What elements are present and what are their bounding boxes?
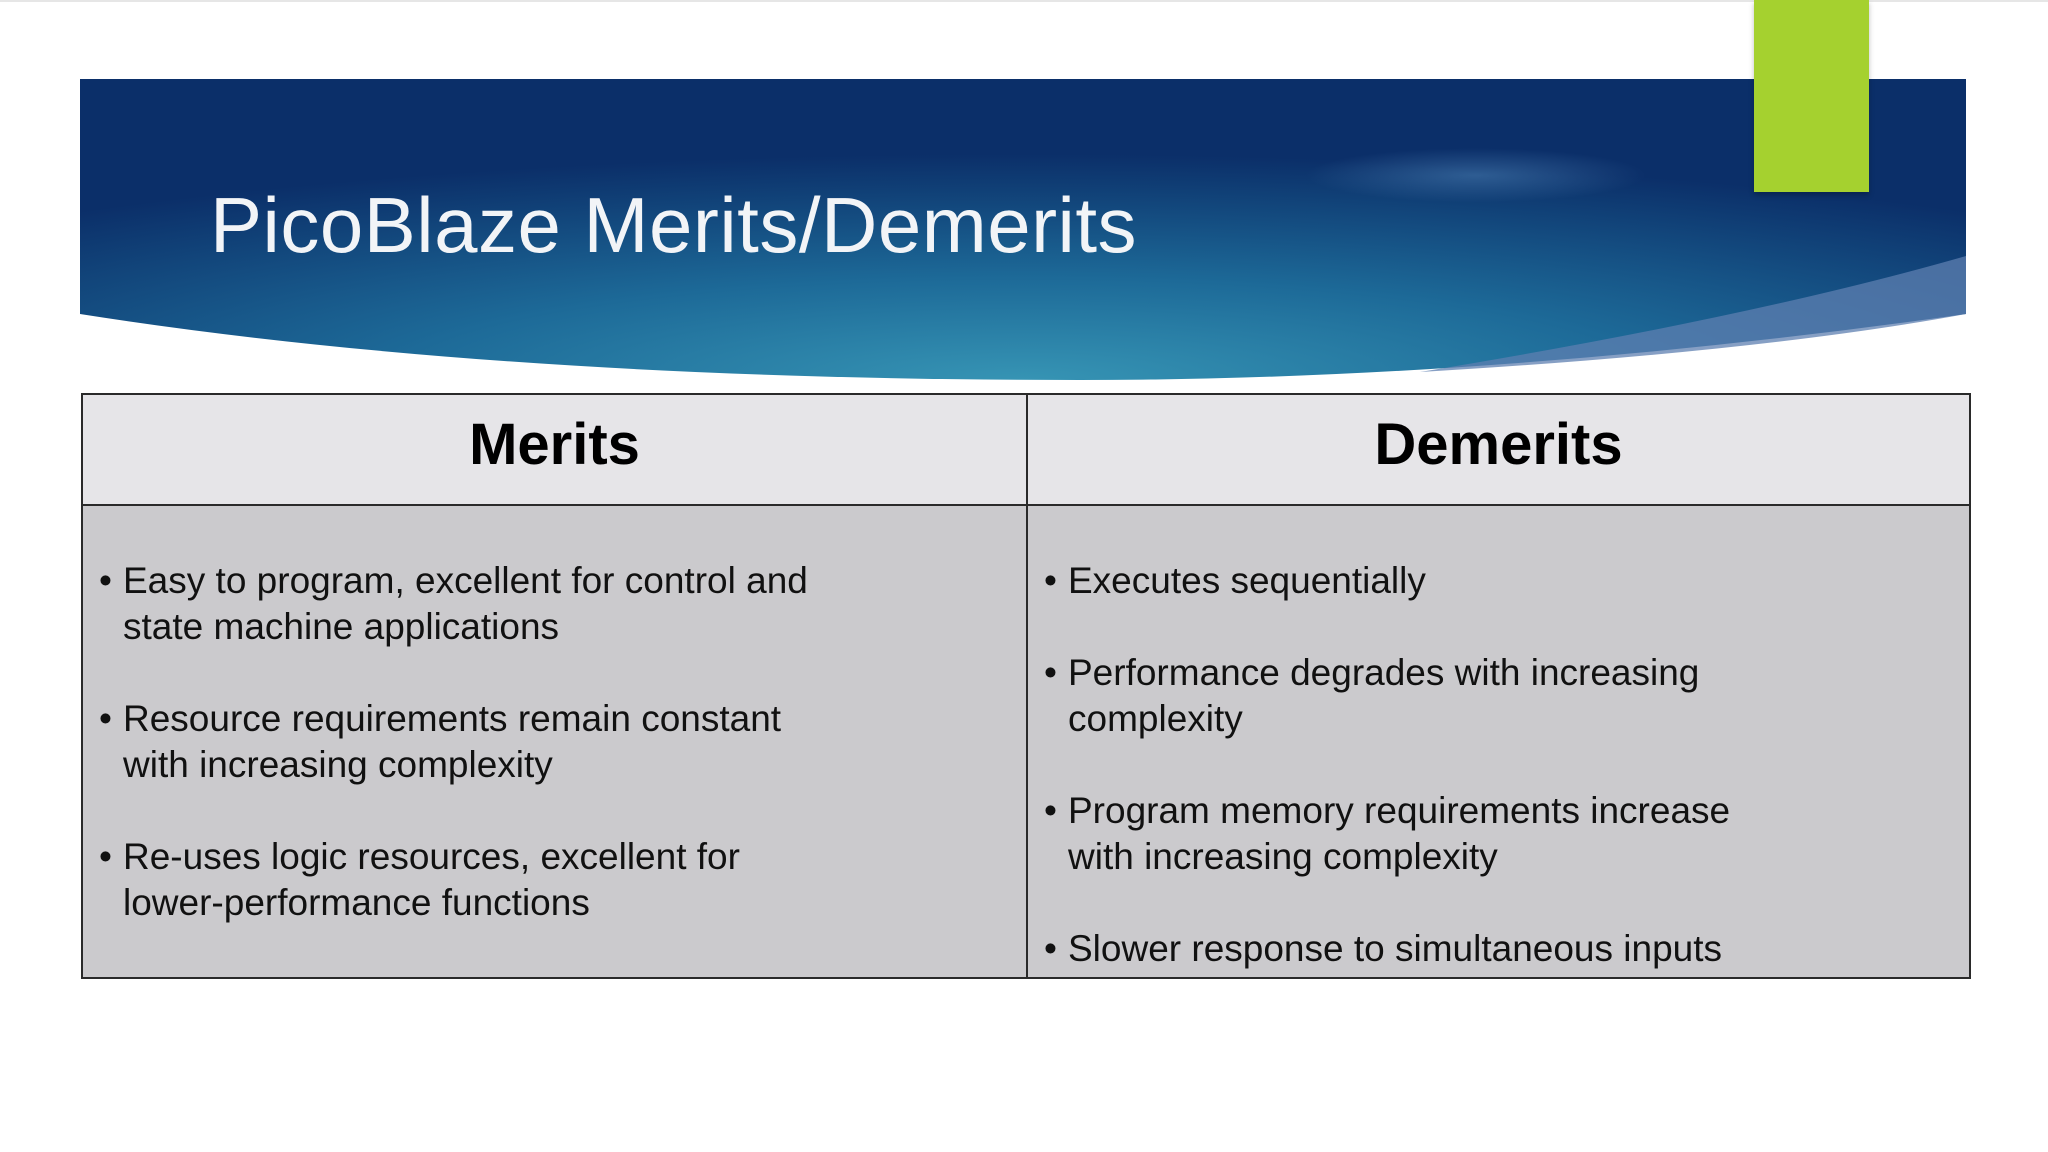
list-item: • Resource requirements remain constant with increasing complexity <box>99 698 782 785</box>
bullet-icon: • <box>1044 652 1057 693</box>
merits-demerits-table <box>81 393 1971 979</box>
list-item: • Easy to program, excellent for control and state machine applications <box>99 560 808 647</box>
bullet-icon: • <box>1044 790 1057 831</box>
merits-list <box>99 558 1006 926</box>
slide-title: PicoBlaze Merits/Demerits <box>210 181 1138 269</box>
list-item: • Slower response to simultaneous inputs <box>1044 926 1949 972</box>
list-item: • Performance degrades with increasing complexity <box>1044 652 1700 739</box>
bullet-icon: • <box>99 698 112 739</box>
merits-header: Merits <box>83 395 1028 506</box>
demerits-list <box>1044 558 1949 972</box>
bullet-icon: • <box>1044 928 1057 969</box>
bullet-icon: • <box>1044 560 1057 601</box>
list-item: • Executes sequentially <box>1044 558 1949 604</box>
list-item: • Re-uses logic resources, excellent for lower-performance functions <box>99 836 740 923</box>
list-item: • Program memory requirements increase with increasing complexity <box>1044 790 1731 877</box>
demerits-cell <box>1028 506 1969 977</box>
bullet-icon: • <box>99 560 112 601</box>
bullet-icon: • <box>99 836 112 877</box>
accent-tab <box>1754 0 1869 192</box>
demerits-header: Demerits <box>1028 395 1969 506</box>
merits-cell <box>83 506 1028 977</box>
